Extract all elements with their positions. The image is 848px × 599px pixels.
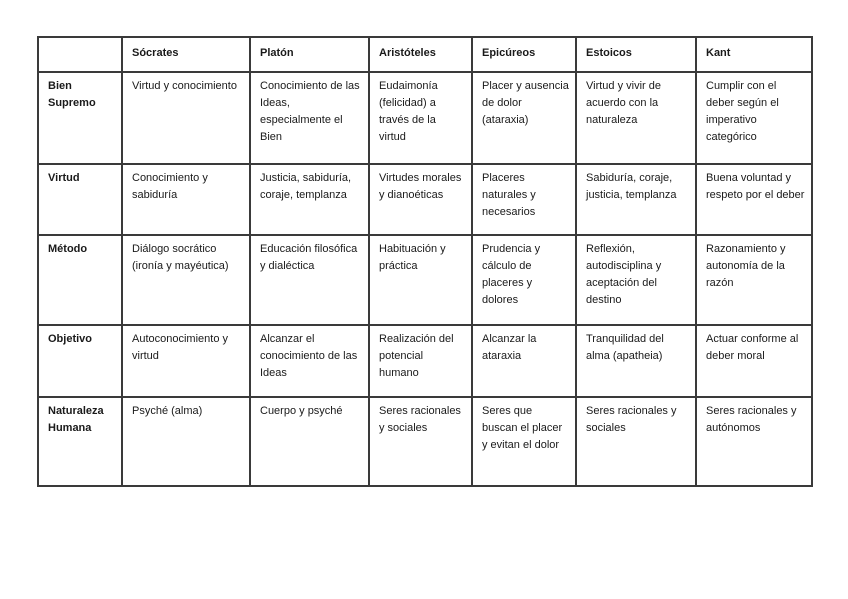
header-row <box>38 37 812 72</box>
table-cell: Diálogo socrático (ironía y mayéutica) <box>122 235 250 325</box>
table-cell: Sabiduría, coraje, justicia, templanza <box>576 164 696 235</box>
table-row-naturaleza-humana <box>38 397 812 486</box>
table-cell: Conocimiento y sabiduría <box>122 164 250 235</box>
header-cell-epicureos: Epicúreos <box>472 37 576 72</box>
header-cell-kant: Kant <box>696 37 812 72</box>
table-row-metodo <box>38 235 812 325</box>
row-header-cell: Método <box>38 235 122 325</box>
header-cell-estoicos: Estoicos <box>576 37 696 72</box>
table-cell: Prudencia y cálculo de placeres y dolores <box>472 235 576 325</box>
table-cell: Autoconocimiento y virtud <box>122 325 250 397</box>
table-cell: Psyché (alma) <box>122 397 250 486</box>
table-cell: Seres racionales y sociales <box>369 397 472 486</box>
table-row-objetivo <box>38 325 812 397</box>
table-cell: Alcanzar el conocimiento de las Ideas <box>250 325 369 397</box>
table-cell: Tranquilidad del alma (apatheia) <box>576 325 696 397</box>
table-cell: Seres racionales y sociales <box>576 397 696 486</box>
table-cell: Actuar conforme al deber moral <box>696 325 812 397</box>
header-cell-empty <box>38 37 122 72</box>
table-cell: Virtud y conocimiento <box>122 72 250 164</box>
header-cell-socrates: Sócrates <box>122 37 250 72</box>
table-cell: Justicia, sabiduría, coraje, templanza <box>250 164 369 235</box>
table-cell: Razonamiento y autonomía de la razón <box>696 235 812 325</box>
row-header-cell: Bien Supremo <box>38 72 122 164</box>
table-cell: Seres racionales y autónomos <box>696 397 812 486</box>
table-row-virtud <box>38 164 812 235</box>
table-cell: Realización del potencial humano <box>369 325 472 397</box>
table-row-bien-supremo <box>38 72 812 164</box>
table-cell: Educación filosófica y dialéctica <box>250 235 369 325</box>
header-cell-platon: Platón <box>250 37 369 72</box>
table-cell: Virtud y vivir de acuerdo con la naturaleza <box>576 72 696 164</box>
row-header-cell: Objetivo <box>38 325 122 397</box>
table-cell: Reflexión, autodisciplina y aceptación del destino <box>576 235 696 325</box>
table-cell: Buena voluntad y respeto por el deber <box>696 164 812 235</box>
table-cell: Habituación y práctica <box>369 235 472 325</box>
table-cell: Seres que buscan el placer y evitan el dolor <box>472 397 576 486</box>
header-cell-aristoteles: Aristóteles <box>369 37 472 72</box>
table-cell: Alcanzar la ataraxia <box>472 325 576 397</box>
table-cell: Eudaimonía (felicidad) a través de la virtud <box>369 72 472 164</box>
table-cell: Conocimiento de las Ideas, especialmente el Bien <box>250 72 369 164</box>
table-cell: Cuerpo y psyché <box>250 397 369 486</box>
table-cell: Cumplir con el deber según el imperativo categórico <box>696 72 812 164</box>
row-header-cell: Naturaleza Humana <box>38 397 122 486</box>
table-cell: Placer y ausencia de dolor (ataraxia) <box>472 72 576 164</box>
row-header-cell: Virtud <box>38 164 122 235</box>
table-cell: Placeres naturales y necesarios <box>472 164 576 235</box>
table-cell: Virtudes morales y dianoéticas <box>369 164 472 235</box>
philosophy-comparison-table <box>37 36 813 487</box>
